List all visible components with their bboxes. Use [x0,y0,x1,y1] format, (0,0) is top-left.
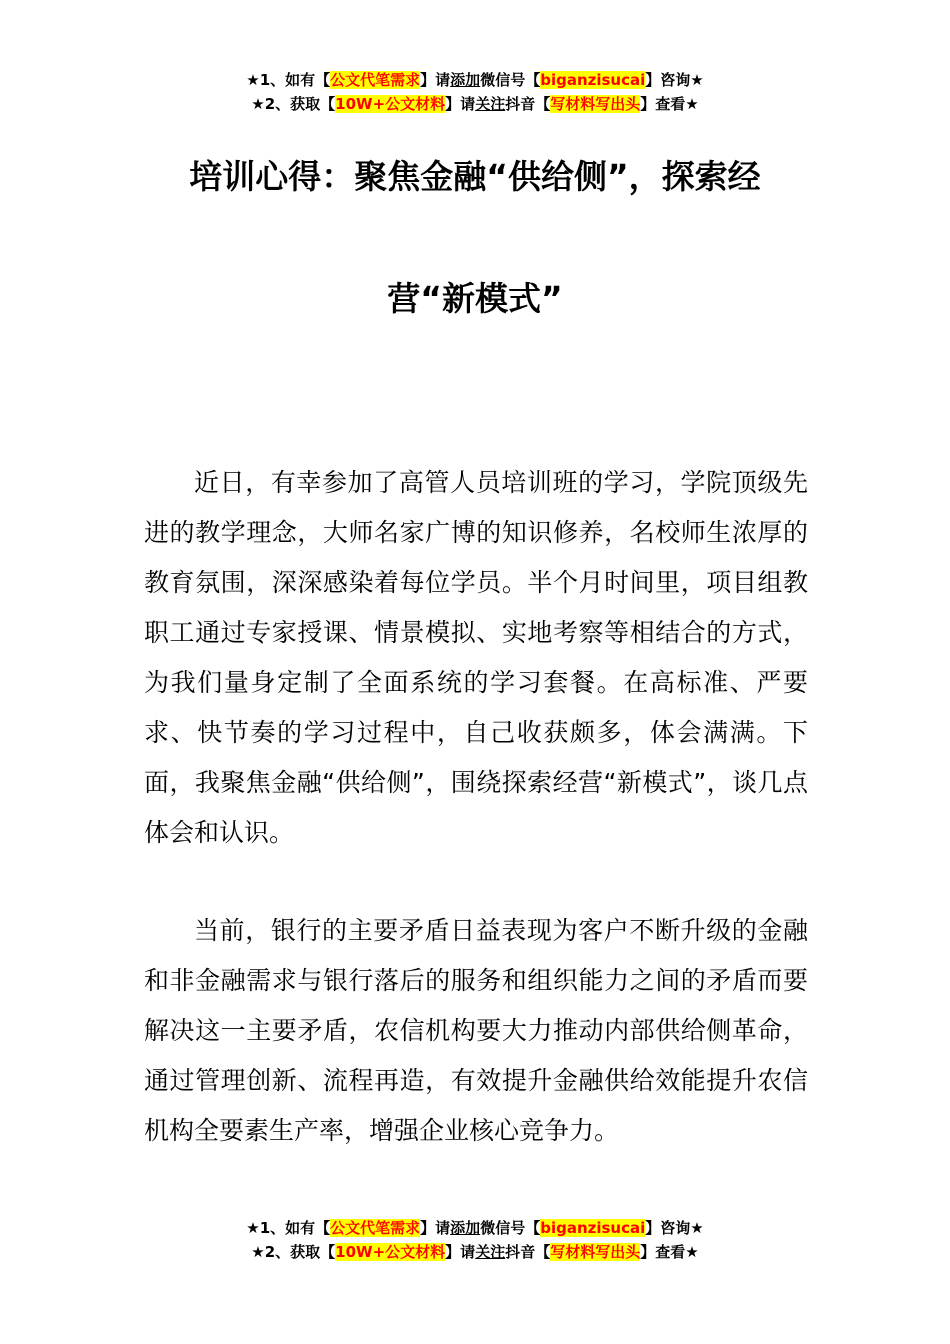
highlight-materials: 10W+公文材料 [335,95,446,113]
body-paragraph-2: 当前，银行的主要矛盾日益表现为客户不断升级的金融和非金融需求与银行落后的服务和组织能力之间的矛盾而要解决这一主要矛盾，农信机构要大力推动内部供给侧革命，通过管理创新、流程再造，有效提升金融供给效能提升农信机构全要素生产率，增强企业核心竞争力。 [144,916,808,1145]
star-icon: ★ [685,95,699,113]
underlined-add: 添加 [450,71,481,89]
highlight-ghostwriting: 公文代笔需求 [330,71,421,89]
header-banner [0,68,950,116]
star-icon: ★ [246,71,260,89]
star-icon: ★ [251,1243,265,1261]
douyin-account: 写材料写出头 [550,1243,641,1261]
footer-banner [0,1216,950,1264]
banner-line-2: ★2、获取【10W+公文材料】请关注抖音【写材料写出头】查看★ [251,1243,699,1261]
star-icon: ★ [690,1219,704,1237]
banner-line-1: ★1、如有【公文代笔需求】请添加微信号【biganzisucai】咨询★ [246,71,704,89]
star-icon: ★ [251,95,265,113]
banner-line-1: ★1、如有【公文代笔需求】请添加微信号【biganzisucai】咨询★ [246,1219,704,1237]
star-icon: ★ [246,1219,260,1237]
document-title-line-2: 营“新模式” [387,279,563,318]
star-icon: ★ [685,1243,699,1261]
star-icon: ★ [690,71,704,89]
douyin-account: 写材料写出头 [550,95,641,113]
wechat-id: biganzisucai [540,1219,646,1237]
underlined-add: 添加 [450,1219,481,1237]
highlight-ghostwriting: 公文代笔需求 [330,1219,421,1237]
wechat-id: biganzisucai [540,71,646,89]
highlight-materials: 10W+公文材料 [335,1243,446,1261]
underlined-follow: 关注 [475,1243,506,1261]
underlined-follow: 关注 [475,95,506,113]
body-paragraph-1: 近日，有幸参加了高管人员培训班的学习，学院顶级先进的教学理念，大师名家广博的知识修养，名校师生浓厚的教育氛围，深深感染着每位学员。半个月时间里，项目组教职工通过专家授课、情景模拟、实地考察等相结合的方式，为我们量身定制了全面系统的学习套餐。在高标准、严要求、快节奏的学习过程中，自己收获颇多，体会满满。下面，我聚焦金融“供给侧”，围绕探索经营“新模式”，谈几点体会和认识。 [144,468,808,847]
document-title-line-1: 培训心得：聚焦金融“供给侧”，探索经 [189,157,761,196]
banner-line-2: ★2、获取【10W+公文材料】请关注抖音【写材料写出头】查看★ [251,95,699,113]
